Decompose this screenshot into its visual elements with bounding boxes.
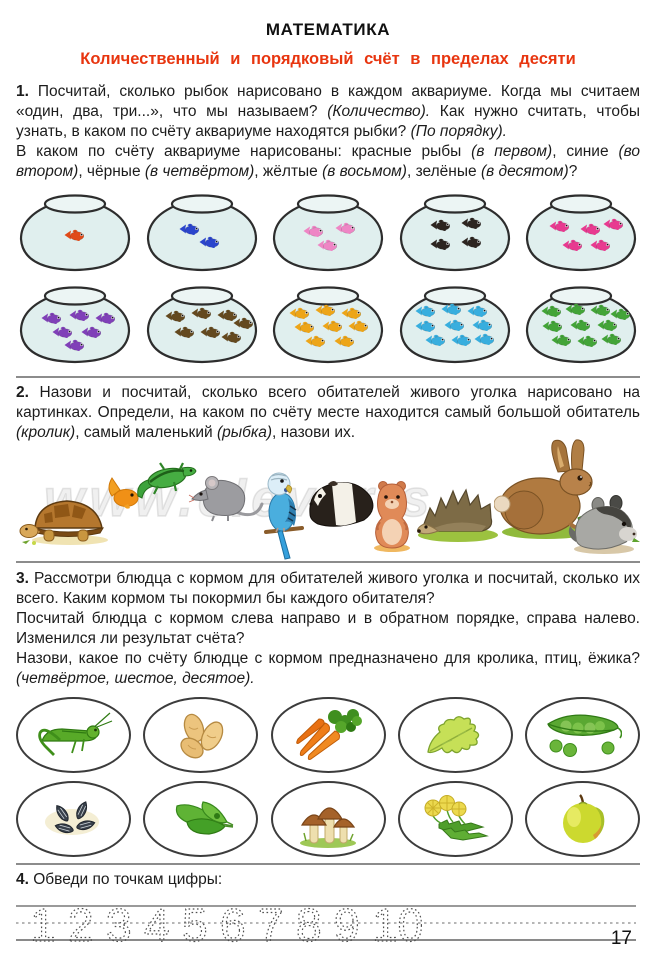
chinchilla-icon [564, 492, 640, 554]
fish-icon [424, 333, 447, 347]
budgie-icon [264, 466, 306, 560]
green-fish [541, 319, 564, 333]
fish-layer [269, 188, 387, 274]
hamster-icon [368, 478, 416, 552]
fish-icon [548, 219, 571, 233]
fish-icon [473, 332, 496, 346]
yellow-fish [304, 334, 327, 348]
fish-icon [63, 228, 86, 242]
light-blue-fish [424, 333, 447, 347]
fish-icon [51, 325, 74, 339]
fish-icon [429, 237, 452, 251]
green-fish [564, 302, 587, 316]
svg-text:2: 2 [68, 899, 94, 951]
task1-text [16, 82, 640, 182]
fish-icon [414, 304, 437, 318]
svg-text:6: 6 [220, 899, 246, 951]
svg-text:10: 10 [372, 899, 424, 951]
crimson-fish [561, 238, 584, 252]
purple-fish [94, 311, 117, 325]
aquarium-4 [396, 188, 514, 274]
yellow-fish [288, 306, 311, 320]
aquarium-1 [16, 188, 134, 274]
purple-fish [63, 338, 86, 352]
light-blue-fish [473, 332, 496, 346]
light-blue-fish [450, 333, 473, 347]
aquarium-2 [143, 188, 261, 274]
saucer-row-1 [16, 697, 640, 773]
crimson-fish [602, 217, 625, 231]
section-divider [16, 561, 640, 563]
fish-layer [143, 188, 261, 274]
fish-icon [198, 235, 221, 249]
fish-icon [80, 325, 103, 339]
fish-icon [314, 303, 337, 317]
fish-icon [414, 319, 437, 333]
fish-layer [396, 188, 514, 274]
yellow-fish [293, 320, 316, 334]
brown-fish [190, 306, 213, 320]
pink-fish [316, 238, 339, 252]
aquarium-3 [269, 188, 387, 274]
aquarium-row-2 [16, 280, 640, 366]
chinchilla-illustration [564, 492, 640, 559]
task3-paragraph-2: Посчитай блюдца с кормом слева направо и в обратном порядке, справа налево. Изменился ли результат счёта? [16, 610, 640, 647]
green-fish [540, 304, 563, 318]
budgie-illustration [264, 466, 306, 565]
saucer-peas [525, 697, 640, 773]
tracing-area [16, 897, 640, 960]
svg-text:1: 1 [30, 899, 56, 951]
brown-fish [173, 325, 196, 339]
fish-icon [579, 222, 602, 236]
aquarium-6 [16, 280, 134, 366]
mouse-illustration [188, 468, 264, 527]
fish-layer [522, 280, 640, 366]
saucer-apple [525, 781, 640, 857]
light-blue-fish [466, 304, 489, 318]
pink-fish [302, 224, 325, 238]
fish-layer [269, 280, 387, 366]
hamster-illustration [368, 478, 416, 557]
red-fish [63, 228, 86, 242]
pets-illustration-row [16, 445, 640, 559]
task2-text [16, 383, 640, 443]
svg-text:9: 9 [334, 899, 360, 951]
fish-layer [16, 188, 134, 274]
fish-icon [40, 311, 63, 325]
fish-icon [460, 235, 483, 249]
leaf-icon [422, 710, 488, 760]
fish-icon [94, 311, 117, 325]
svg-text:3: 3 [106, 899, 132, 951]
saucer-dandelions [398, 781, 513, 857]
fish-icon [596, 318, 619, 332]
fish-icon [333, 334, 356, 348]
brown-fish [232, 316, 255, 330]
task3-text [16, 569, 640, 689]
tracing-lines [16, 897, 638, 955]
pink-fish [334, 221, 357, 235]
black-fish [460, 235, 483, 249]
fish-icon [466, 304, 489, 318]
black-fish [460, 216, 483, 230]
yellow-fish [314, 303, 337, 317]
fish-icon [561, 238, 584, 252]
fish-icon [293, 320, 316, 334]
aquarium-row-1 [16, 188, 640, 274]
dandelions-icon [417, 794, 493, 844]
fish-icon [190, 306, 213, 320]
task4-paragraph: 4. Обведи по точкам цифры: [16, 871, 223, 888]
saucer-leaf [398, 697, 513, 773]
light-blue-fish [443, 318, 466, 332]
fish-icon [450, 333, 473, 347]
fish-icon [443, 318, 466, 332]
yellow-fish [347, 319, 370, 333]
section-divider [16, 863, 640, 865]
fish-icon [321, 319, 344, 333]
fish-icon [602, 217, 625, 231]
hedgehog-illustration [414, 478, 500, 547]
yellow-fish [333, 334, 356, 348]
section-divider [16, 376, 640, 378]
purple-fish [68, 308, 91, 322]
fish-icon [173, 325, 196, 339]
brown-fish [199, 325, 222, 339]
green-fish [550, 333, 573, 347]
saucer-row-2 [16, 781, 640, 857]
fish-icon [178, 222, 201, 236]
fish-layer [16, 280, 134, 366]
fish-icon [569, 318, 592, 332]
fish-icon [541, 319, 564, 333]
aquarium-9 [396, 280, 514, 366]
light-blue-fish [440, 302, 463, 316]
yellow-fish [321, 319, 344, 333]
fish-icon [220, 330, 243, 344]
aquarium-7 [143, 280, 261, 366]
black-fish [429, 218, 452, 232]
svg-text:7: 7 [258, 899, 284, 951]
saucer-green-leaves [143, 781, 258, 857]
fish-icon [164, 309, 187, 323]
blue-fish [198, 235, 221, 249]
saucer-peanuts [143, 697, 258, 773]
fish-icon [232, 316, 255, 330]
lesson-title: Количественный и порядковый счёт в пределах десяти [80, 50, 576, 68]
task1-paragraph-1: 1. Посчитай, сколько рыбок нарисовано в каждом аквариуме. Когда мы считаем «один, два, три...», что мы называем? (Количество). Как нужно считать, чтобы узнать, в каком по счёту аквариуме находятся рыбки? (По порядку). [16, 83, 641, 140]
guinea-pig-illustration [304, 472, 378, 533]
fish-layer [396, 280, 514, 366]
fish-icon [199, 325, 222, 339]
turtle-icon [18, 486, 113, 546]
fish-icon [564, 302, 587, 316]
fish-icon [288, 306, 311, 320]
fish-icon [63, 338, 86, 352]
crimson-fish [548, 219, 571, 233]
fish-icon [347, 319, 370, 333]
fish-icon [576, 334, 599, 348]
black-fish [429, 237, 452, 251]
fish-icon [304, 334, 327, 348]
svg-text:5: 5 [182, 899, 208, 951]
fish-icon [316, 238, 339, 252]
fish-icon [68, 308, 91, 322]
fish-layer [522, 188, 640, 274]
task3-paragraph-1: 3. Рассмотри блюдца с кормом для обитателей живого уголка и посчитай, сколько их всего. Каким кормом ты покормил бы каждого обитателя? [16, 570, 640, 607]
brown-fish [220, 330, 243, 344]
green-fish [569, 318, 592, 332]
turtle-illustration [18, 486, 113, 551]
grasshopper-icon [32, 707, 116, 763]
light-blue-fish [414, 319, 437, 333]
fish-icon [429, 218, 452, 232]
fish-icon [540, 304, 563, 318]
crimson-fish [589, 238, 612, 252]
fish-icon [600, 332, 623, 346]
fish-icon [550, 333, 573, 347]
fish-icon [589, 238, 612, 252]
brown-fish [164, 309, 187, 323]
svg-text:4: 4 [144, 899, 170, 951]
saucer-grasshopper [16, 697, 131, 773]
page-number: 17 [610, 928, 632, 949]
yellow-fish [340, 306, 363, 320]
green-fish [600, 332, 623, 346]
aquarium-10 [522, 280, 640, 366]
purple-fish [80, 325, 103, 339]
light-blue-fish [414, 304, 437, 318]
guinea-pig-icon [304, 472, 378, 528]
light-blue-fish [471, 318, 494, 332]
task3-paragraph-3: Назови, какое по счёту блюдце с кормом предназначено для кролика, птиц, ёжика? (четвёртое, шестое, десятое). [16, 650, 640, 687]
fish-icon [302, 224, 325, 238]
fish-icon [460, 216, 483, 230]
task4-text [16, 870, 640, 890]
green-fish [576, 334, 599, 348]
hedgehog-icon [414, 478, 500, 542]
carrots-parsley-icon [291, 705, 365, 765]
mouse-icon [188, 468, 264, 522]
page-title: МАТЕМАТИКА [265, 20, 391, 39]
saucer-carrots [271, 697, 386, 773]
fish-layer [143, 280, 261, 366]
fish-icon [440, 302, 463, 316]
purple-fish [40, 311, 63, 325]
apple-icon [555, 793, 611, 845]
crimson-fish [579, 222, 602, 236]
green-fish [596, 318, 619, 332]
saucer-mushrooms [271, 781, 386, 857]
svg-text:8: 8 [296, 899, 322, 951]
task2-paragraph: 2. Назови и посчитай, сколько всего обитателей живого уголка нарисовано на картинках. Определи, на каком по счёту месте находится самый большой обитатель (кролик), самый маленький (рыбка), назови их. [16, 384, 640, 441]
blue-fish [178, 222, 201, 236]
sunflower-seeds-icon [42, 797, 106, 841]
purple-fish [51, 325, 74, 339]
aquarium-5 [522, 188, 640, 274]
fish-icon [471, 318, 494, 332]
task1-paragraph-2: В каком по счёту аквариуме нарисованы: красные рыбы (в первом), синие (во втором), чёрные (в четвёртом), жёлтые (в восьмом), зелёные (в десятом)? [16, 143, 640, 180]
fish-icon [340, 306, 363, 320]
mushrooms-icon [296, 789, 360, 849]
aquarium-8 [269, 280, 387, 366]
saucer-sunflower-seeds [16, 781, 131, 857]
green-leaves-icon [165, 794, 237, 844]
peanuts-icon [170, 710, 232, 760]
fish-icon [334, 221, 357, 235]
peas-icon [544, 708, 622, 762]
